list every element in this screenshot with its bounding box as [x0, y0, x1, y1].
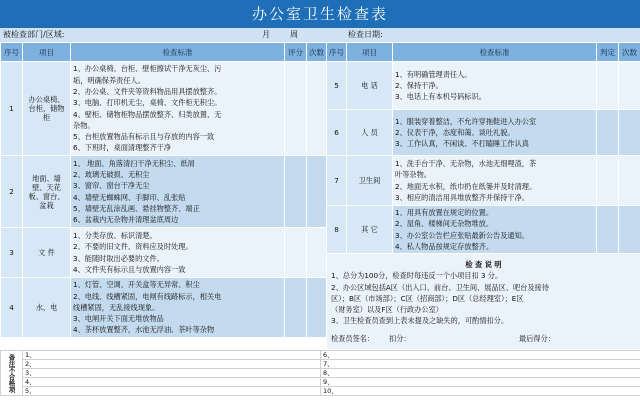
standard-line: 5、台柜放置物品有标示且与存放的内容一致 [73, 132, 215, 142]
standard-line: 1、洗手台干净、无杂物，水池无细哩渣，茶 [395, 158, 537, 168]
group-no: 4 [1, 278, 23, 338]
count-cell[interactable] [307, 156, 327, 228]
count-cell[interactable] [619, 110, 640, 156]
standard-line: 2、玻璃无破损、无积尘 [73, 169, 150, 179]
standard-line: 3、工作认真，不闲谈、不打瞌睡工作认真 [395, 139, 529, 149]
count-cell[interactable] [619, 156, 640, 206]
group-item: 文 件 [23, 228, 71, 278]
score-cell[interactable] [285, 62, 307, 156]
group-no: 8 [327, 206, 347, 254]
group-no: 3 [1, 228, 23, 278]
group-item: 水、电 [23, 278, 71, 338]
header-no: 序号 [327, 43, 347, 62]
standard-line: 4、文件夹有标示且与放置内容一致 [73, 264, 186, 274]
group-standards [393, 156, 597, 206]
remarks-side-label: 备注不合格项 [1, 351, 23, 396]
group-item: 电 话 [347, 62, 393, 110]
inspector-label: 检查员签名： [331, 333, 375, 343]
standard-line: 1、服装穿着整洁，不允许穿拖鞋进入办公室 [395, 116, 537, 126]
standard-line: 4、壁柜、储物柜物品摆放整齐、归类放置、无 [73, 109, 222, 119]
count-cell[interactable] [307, 228, 327, 278]
deduct-label: 扣分： [389, 333, 411, 343]
notes-panel [327, 254, 640, 350]
remark-line[interactable]: 8、 [321, 369, 640, 378]
count-cell[interactable] [307, 278, 327, 338]
notes-title: 检 查 说 明 [465, 259, 502, 269]
month-label: 月 [262, 30, 270, 39]
score-cell[interactable] [285, 228, 307, 278]
note-line: 2、办公区域包括A区（出入口、前台、卫生间、展品区、吧台及接待 [331, 282, 549, 292]
standard-line: 2、电线、线槽紧固，电闸有线路标示，相关电 [73, 291, 222, 301]
header-score: 评分 [285, 43, 307, 62]
standard-line: 1、用具有放置在规定的位置。 [395, 207, 494, 217]
group-standards [393, 62, 597, 110]
header-item: 项目 [347, 43, 393, 62]
header-standard: 检查标准 [393, 43, 597, 62]
remarks-table [0, 350, 640, 396]
header-judge: 判定 [597, 43, 619, 62]
standard-line: 1、有明确管理责任人。 [395, 69, 472, 79]
standard-line: 3、电闸开关下面无堆放物品 [73, 314, 164, 324]
group-no: 1 [1, 62, 23, 156]
count-cell[interactable] [307, 62, 327, 156]
judge-cell[interactable] [597, 62, 619, 110]
standard-line: 3、办公室公告栏应张贴最新公告及通知。 [395, 230, 529, 240]
standard-line: 2、地面无水积，纸巾扔在纸篓并及时清理。 [395, 181, 537, 191]
judge-cell[interactable] [597, 156, 619, 206]
standard-line: 6、下班时，桌面清理整齐干净 [73, 143, 172, 153]
group-standards [393, 110, 597, 156]
standard-line: 叶等杂物。 [395, 170, 431, 180]
week-label: 周 [290, 30, 298, 39]
final-score-label: 最后得分： [519, 333, 555, 343]
signature-row [331, 333, 636, 344]
note-line: 3、卫生检查员查到上表未提及之缺失的，可酌情扣分。 [331, 316, 509, 326]
remark-line[interactable]: 5、 [23, 387, 321, 396]
standard-line: 2、不要的旧文件、资料应及时处理。 [73, 242, 193, 252]
standard-line: 1、分类存放、标识清楚。 [73, 230, 157, 240]
group-standards [71, 156, 285, 228]
standard-line: 1、办公桌椅、台柜、壁柜擦试干净无灰尘、污 [73, 64, 222, 74]
standard-line: 2、保持干净。 [395, 80, 443, 90]
judge-cell[interactable] [597, 206, 619, 254]
remark-line[interactable]: 4、 [23, 378, 321, 387]
standard-line: 3、能随时取出必要的文件。 [73, 253, 164, 263]
remark-line[interactable]: 6、 [321, 351, 640, 360]
subheader-row [0, 28, 640, 42]
standard-line: 线槽紧固，无乱接线现象。 [73, 302, 160, 312]
standard-line: 2、仪表干净，态度和蔼、谈吐礼貌。 [395, 127, 515, 137]
group-item: 地面、墙壁、天花板、窗台、盆栽 [23, 156, 71, 228]
header-standard: 检查标准 [71, 43, 285, 62]
date-label: 检查日期: [348, 30, 383, 39]
group-no: 6 [327, 110, 347, 156]
standard-line: 3、窗帘、窗台干净无尘 [73, 181, 150, 191]
standard-line: 3、电脑、打印机无尘，桌椅、文件柜无积尘。 [73, 98, 222, 108]
count-cell[interactable] [619, 206, 640, 254]
header-no: 序号 [1, 43, 23, 62]
group-item: 人 员 [347, 110, 393, 156]
group-no: 2 [1, 156, 23, 228]
standard-line: 2、办公桌、文件夹等资料物品用具摆放整齐。 [73, 86, 222, 96]
note-line: 区）；B区（市场部）；C区（招商部）；D区（总经理室）；E区 [331, 293, 524, 303]
left-checklist [0, 42, 327, 338]
standard-line: 1、 地面、角落清扫干净无积尘、纸屑 [73, 158, 195, 168]
note-line: 1、总分为100分，检查时每违反一个小项目扣 3 分。 [331, 271, 503, 281]
score-cell[interactable] [285, 278, 307, 338]
count-cell[interactable] [619, 62, 640, 110]
group-standards [71, 228, 285, 278]
group-item: 卫生间 [347, 156, 393, 206]
standard-line: 4、茶杯放置整齐，水池无浮油、茶叶等杂物 [73, 325, 215, 335]
group-standards [71, 62, 285, 156]
group-standards [393, 206, 597, 254]
group-item: 办公桌椅、台柜、储物柜 [23, 62, 71, 156]
standard-line: 垢，明确保养责任人。 [73, 75, 145, 85]
group-no: 5 [327, 62, 347, 110]
remark-line[interactable]: 7、 [321, 360, 640, 369]
note-line: （财务室）以及F区（行政办公室） [331, 305, 443, 315]
standard-line: 3、电话上有本机号码标识。 [395, 92, 486, 102]
remark-line[interactable]: 2、 [23, 360, 321, 369]
group-no: 7 [327, 156, 347, 206]
standard-line: 1、灯管、空调、开关盒等无异常、积尘 [73, 280, 200, 290]
remark-line[interactable]: 3、 [23, 369, 321, 378]
judge-cell[interactable] [597, 110, 619, 156]
standard-line: 6、盆栽内无杂物并清理盆底周边 [73, 215, 179, 225]
page-title: 办公室卫生检查表 [0, 0, 640, 28]
group-item: 其 它 [347, 206, 393, 254]
score-cell[interactable] [285, 156, 307, 228]
standard-line: 5、墙壁无乱涂乱画、悬挂物整齐、端正 [73, 203, 200, 213]
group-standards [71, 278, 285, 338]
standard-line: 3、相应的清洁用具堆放整齐并保持干净。 [395, 192, 529, 202]
header-item: 项目 [23, 43, 71, 62]
header-count: 次数 [619, 43, 640, 62]
dept-label: 被检查部门/区域: [3, 30, 65, 39]
remark-line[interactable]: 1、 [23, 351, 321, 360]
standard-line: 4、墙壁无蜘蛛网、手脚印、乱张贴 [73, 192, 186, 202]
header-count: 次数 [307, 43, 327, 62]
standard-line: 2、屋角、楼梯间无杂物堆放。 [395, 219, 494, 229]
standard-line: 杂物。 [73, 120, 95, 130]
right-checklist [326, 42, 640, 350]
standard-line: 4、私人物品按规定存放整齐。 [395, 241, 494, 251]
remark-line[interactable]: 9、 [321, 378, 640, 387]
remark-line[interactable]: 10、 [321, 387, 640, 396]
